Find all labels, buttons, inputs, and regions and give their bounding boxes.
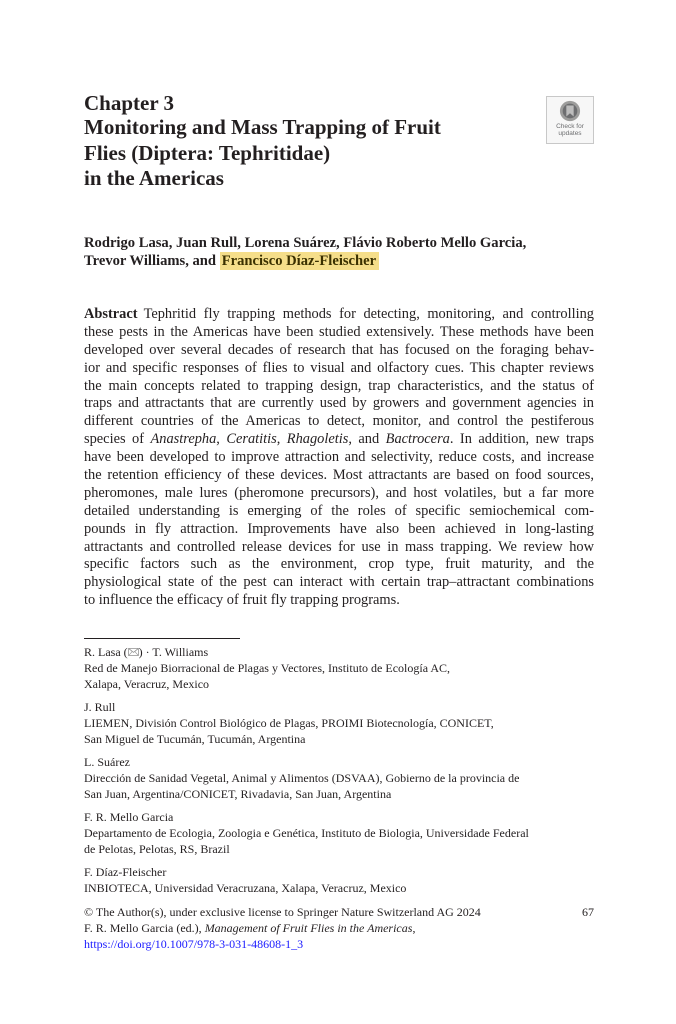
doi-line	[84, 936, 594, 952]
abstract-line: specific factors such as the environment, crop type, fruit maturity, and the	[84, 556, 594, 573]
affiliation-block	[84, 644, 594, 692]
genus-name: Bactrocera	[385, 431, 450, 448]
author-line: Rodrigo Lasa, Juan Rull, Lorena Suárez, Flávio Roberto Mello Garcia,	[84, 235, 527, 251]
copyright-line: © The Author(s), under exclusive license to Springer Nature Switzerland AG 2024	[84, 905, 481, 919]
footnote-divider	[84, 638, 240, 639]
affiliation-names: F. Díaz-Fleischer	[84, 865, 167, 879]
abstract-line: detailed understanding is emerging of the roles of specific semiochemical com-	[84, 502, 594, 519]
abstract-line: pheromones, male lures (pheromone precursors), and host volatiles, but a far more	[84, 484, 594, 501]
genus-name: Rhagoletis	[286, 431, 349, 448]
abstract-line: physiological state of the pest can interact with certain trap–attractant combinations	[84, 574, 594, 591]
abstract	[84, 306, 594, 610]
chapter-title	[84, 115, 524, 192]
abstract-text: Tephritid fly trapping methods for detecting, monitoring, and controlling	[143, 306, 594, 322]
abstract-text: ,	[276, 431, 287, 448]
affiliation-line: Xalapa, Veracruz, Mexico	[84, 677, 210, 691]
doi-link[interactable]: https://doi.org/10.1007/978-3-031-48608-1_3	[84, 937, 304, 951]
affiliation-names	[84, 644, 594, 660]
abstract-line	[84, 306, 594, 324]
affiliations	[84, 644, 594, 903]
affiliation-block	[84, 699, 594, 747]
punctuation: ,	[412, 921, 416, 935]
author-names: Trevor Williams, and	[84, 253, 220, 269]
abstract-line: developed over several decades of research that has focused on the foraging behav-	[84, 341, 594, 358]
author-name: R. Lasa (	[84, 645, 128, 659]
abstract-line: pounds in fly attraction. Improvements have also been achieved in long-lasting	[84, 520, 594, 537]
affiliation-line: Red de Manejo Biorracional de Plagas y Vectores, Instituto de Ecología AC,	[84, 661, 451, 675]
abstract-line: ior and specific responses of flies to visual and olfactory cues. This chapter reviews	[84, 359, 594, 376]
affiliation-names: J. Rull	[84, 700, 116, 714]
abstract-line: have been developed to improve attraction and selectivity, reduce costs, and increase	[84, 449, 594, 466]
crossmark-bookmark-icon	[559, 100, 581, 122]
abstract-line: to influence the efficacy of fruit fly trapping programs.	[84, 592, 400, 609]
page-number: 67	[582, 905, 594, 919]
citation-line	[84, 920, 594, 936]
genus-name: Anastrepha	[150, 431, 217, 448]
abstract-text: ,	[216, 431, 227, 448]
chapter-title-line: Flies (Diptera: Tephritidae)	[84, 140, 331, 165]
chapter-title-line: in the Americas	[84, 166, 224, 190]
abstract-line: these pests in the Americas have been studied extensively. These methods have been	[84, 323, 594, 340]
affiliation-line: INBIOTECA, Universidad Veracruzana, Xalapa, Veracruz, Mexico	[84, 881, 407, 895]
abstract-text: , and	[348, 431, 386, 448]
affiliation-line: San Miguel de Tucumán, Tucumán, Argentina	[84, 732, 306, 746]
updates-label: updates	[558, 130, 582, 137]
check-for-label: Check for	[556, 123, 584, 130]
affiliation-line: LIEMEN, División Control Biológico de Plagas, PROIMI Biotecnología, CONICET,	[84, 716, 494, 730]
affiliation-names: L. Suárez	[84, 755, 130, 769]
affiliation-block	[84, 754, 594, 802]
abstract-line: the retention efficiency of these devices. Most attractants are based on food sources,	[84, 467, 594, 484]
abstract-line: attractants and controlled release devices for use in mass trapping. We review how	[84, 538, 594, 555]
affiliation-names: F. R. Mello Garcia	[84, 810, 174, 824]
check-for-updates-badge[interactable]	[546, 96, 594, 144]
abstract-text: . In addition, new traps	[449, 431, 594, 448]
abstract-line: the main concepts related to trapping design, trap characteristics, and the status of	[84, 377, 594, 394]
highlighted-author[interactable]: Francisco Díaz-Fleischer	[220, 252, 379, 270]
affiliation-line: Dirección de Sanidad Vegetal, Animal y Alimentos (DSVAA), Gobierno de la provincia de	[84, 771, 520, 785]
affiliation-block	[84, 864, 594, 896]
page-footer	[84, 904, 594, 952]
affiliation-line: Departamento de Ecologia, Zoologia e Genética, Instituto de Biologia, Universidade Federal	[84, 826, 529, 840]
envelope-icon[interactable]	[128, 648, 139, 656]
author-line	[84, 252, 594, 270]
affiliation-block	[84, 809, 594, 857]
abstract-heading: Abstract	[84, 306, 138, 322]
abstract-line: traps and attractants that are currently used by growers and government agencies in	[84, 395, 594, 412]
chapter-label: Chapter 3	[84, 91, 175, 115]
affiliation-line: de Pelotas, Pelotas, RS, Brazil	[84, 842, 230, 856]
affiliation-line: San Juan, Argentina/CONICET, Rivadavia, San Juan, Argentina	[84, 787, 392, 801]
abstract-text: species of	[84, 431, 151, 448]
genus-name: Ceratitis	[226, 431, 277, 448]
abstract-line: different countries of the Americas to detect, monitor, and control the pestiferous	[84, 413, 594, 430]
author-name: ) · T. Williams	[138, 645, 209, 659]
book-title: Management of Fruit Flies in the Americas	[204, 921, 413, 935]
abstract-line	[84, 431, 594, 449]
author-list	[84, 234, 594, 270]
chapter-title-line: Monitoring and Mass Trapping of Fruit	[84, 115, 441, 139]
editor-name: F. R. Mello Garcia (ed.),	[84, 921, 205, 935]
check-for-updates-text	[556, 123, 584, 137]
